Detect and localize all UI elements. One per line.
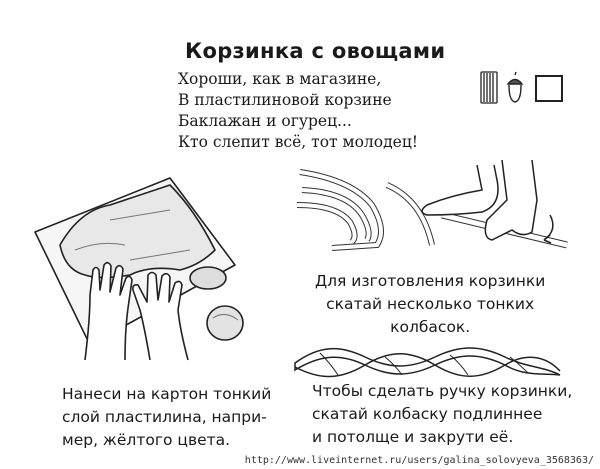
caption-line: Нанеси на картон тонкий xyxy=(62,385,272,403)
page-title: Корзинка с овощами xyxy=(185,39,446,63)
poem-line: Баклажан и огурец... xyxy=(178,112,352,130)
spreading-plasticine-illustration xyxy=(30,170,280,370)
caption-line: мер, жёлтого цвета. xyxy=(62,431,231,449)
caption-line: Для изготовления корзинки xyxy=(315,272,546,290)
caption-line: скатай колбаску подлиннее xyxy=(312,405,543,423)
caption-line: слой пластилина, напри- xyxy=(62,408,267,426)
twisted-handle-illustration xyxy=(290,335,565,385)
poem-line: Кто слепит всё, тот молодец! xyxy=(178,133,419,151)
caption-roll xyxy=(315,270,545,339)
square-icon xyxy=(536,76,562,101)
material-icons xyxy=(480,71,565,105)
poem-line: Хороши, как в магазине, xyxy=(178,70,382,88)
poem xyxy=(178,69,418,153)
source-url: http://www.liveinternet.ru/users/galina_solovyeva_3568363/ xyxy=(244,455,594,466)
caption-line: колбасок. xyxy=(390,318,471,336)
acorn-icon xyxy=(508,72,522,102)
rolling-snakes-illustration xyxy=(292,160,582,260)
caption-line: скатай несколько тонких xyxy=(326,295,535,313)
caption-line: и потолще и закрути её. xyxy=(312,428,514,446)
caption-spread xyxy=(62,383,271,452)
stack-icon xyxy=(481,72,497,103)
caption-handle xyxy=(312,380,572,449)
poem-line: В пластилиновой корзине xyxy=(178,91,392,109)
caption-line: Чтобы сделать ручку корзинки, xyxy=(312,382,573,400)
